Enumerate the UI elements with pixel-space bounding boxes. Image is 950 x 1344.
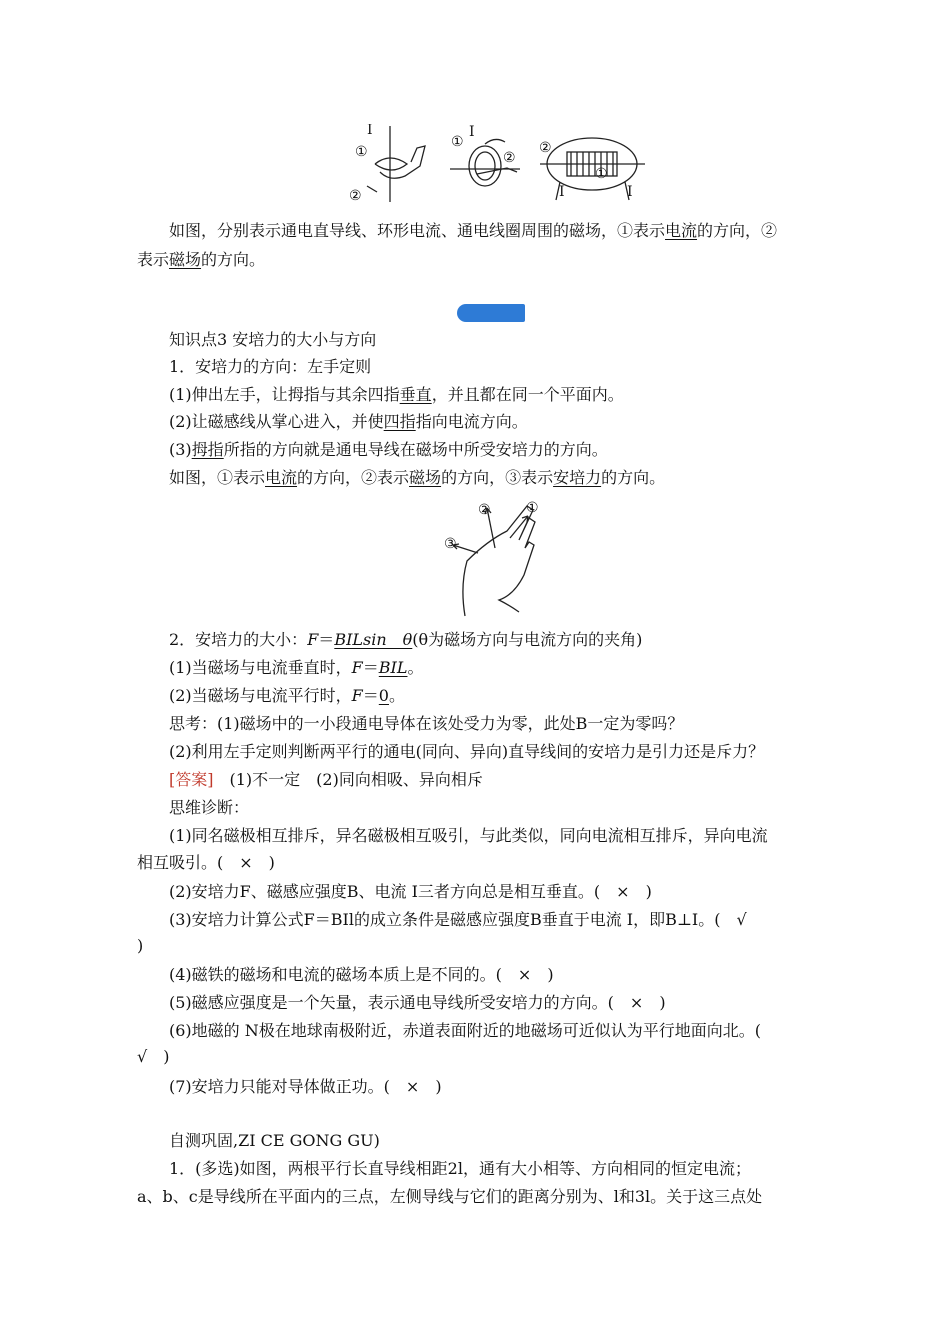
- case-1: (1)当磁场与电流垂直时，F＝BIL。: [169, 658, 424, 677]
- fig1-label: ①: [355, 144, 368, 160]
- diag-1: (1)同名磁极相互排斥，异名磁极相互吸引，与此类似，同向电流相互排斥，异向电流: [169, 826, 768, 845]
- fig1-label: I: [367, 124, 373, 138]
- fig1-label: I: [627, 184, 633, 200]
- diag-3: (3)安培力计算公式F＝BIl的成立条件是磁感应强度B垂直于电流 I，即B⊥I。( √: [169, 910, 747, 929]
- case-2: (2)当磁场与电流平行时，F＝0。: [169, 686, 405, 705]
- fig2-label: ②: [478, 502, 491, 518]
- diag-3-cont: ): [137, 936, 144, 955]
- step-2: (2)让磁感线从掌心进入，并使四指指向电流方向。: [169, 412, 528, 431]
- fig2-label: ①: [526, 500, 539, 516]
- think-2: (2)利用左手定则判断两平行的通电(同向、异向)直导线间的安培力是引力还是斥力？: [169, 742, 765, 761]
- heading-direction: 1．安培力的方向：左手定则: [169, 357, 372, 376]
- figure-magnetic-fields: [345, 124, 645, 204]
- diag-7: (7)安培力只能对导体做正功。( × ): [169, 1077, 442, 1096]
- diagnosis-title: 思维诊断：: [169, 798, 250, 817]
- step-1: (1)伸出左手，让拇指与其余四指垂直，并且都在同一个平面内。: [169, 385, 624, 404]
- diag-6-cont: √ ): [137, 1047, 170, 1066]
- diag-4: (4)磁铁的磁场和电流的磁场本质上是不同的。( × ): [169, 965, 554, 984]
- think-1: 思考：(1)磁场中的一小段通电导体在该处受力为零，此处B一定为零吗？: [169, 714, 684, 733]
- fig2-label: ③: [444, 536, 457, 552]
- diag-5: (5)磁感应强度是一个矢量，表示通电导线所受安培力的方向。( × ): [169, 993, 666, 1012]
- answer: [答案] (1)不一定 (2)同向相吸、异向相斥: [169, 770, 483, 789]
- section-title: 知识点3 安培力的大小与方向: [169, 330, 377, 349]
- diag-1-cont: 相互吸引。( × ): [137, 853, 275, 872]
- paragraph-fig1-desc: 如图，分别表示通电直导线、环形电流、通电线圈周围的磁场，①表示电流的方向，②: [169, 221, 778, 240]
- paragraph-fig2-desc: 如图，①表示电流的方向，②表示磁场的方向，③表示安培力的方向。: [169, 468, 666, 487]
- paragraph-fig1-desc-cont: 表示磁场的方向。: [137, 250, 266, 269]
- question-1-cont: a、b、c是导线所在平面内的三点，左侧导线与它们的距离分别为、l和3l。关于这三点处: [137, 1187, 763, 1206]
- step-3: (3)拇指所指的方向就是通电导线在磁场中所受安培力的方向。: [169, 440, 608, 459]
- diag-6: (6)地磁的 N极在地球南极附近，赤道表面附近的地磁场可近似认为平行地面向北。(: [169, 1021, 761, 1040]
- fig1-label: I: [559, 184, 565, 200]
- self-test-title: 自测巩固,ZI CE GONG GU): [169, 1131, 380, 1150]
- fig1-label: I: [469, 124, 475, 140]
- fig1-label: ①: [595, 166, 608, 182]
- fig1-label: ②: [503, 150, 516, 166]
- section-badge: [457, 304, 525, 322]
- question-1: 1．(多选)如图，两根平行长直导线相距2l，通有大小相等、方向相同的恒定电流；: [169, 1159, 751, 1178]
- diag-2: (2)安培力F、磁感应强度B、电流 I三者方向总是相互垂直。( × ): [169, 882, 652, 901]
- figure-left-hand-rule: [440, 498, 550, 620]
- fig1-label: ①: [451, 134, 464, 150]
- fig1-label: ②: [349, 188, 362, 204]
- fig1-label: ②: [539, 140, 552, 156]
- heading-magnitude: 2．安培力的大小：F＝BILsin θ(θ为磁场方向与电流方向的夹角): [169, 630, 643, 649]
